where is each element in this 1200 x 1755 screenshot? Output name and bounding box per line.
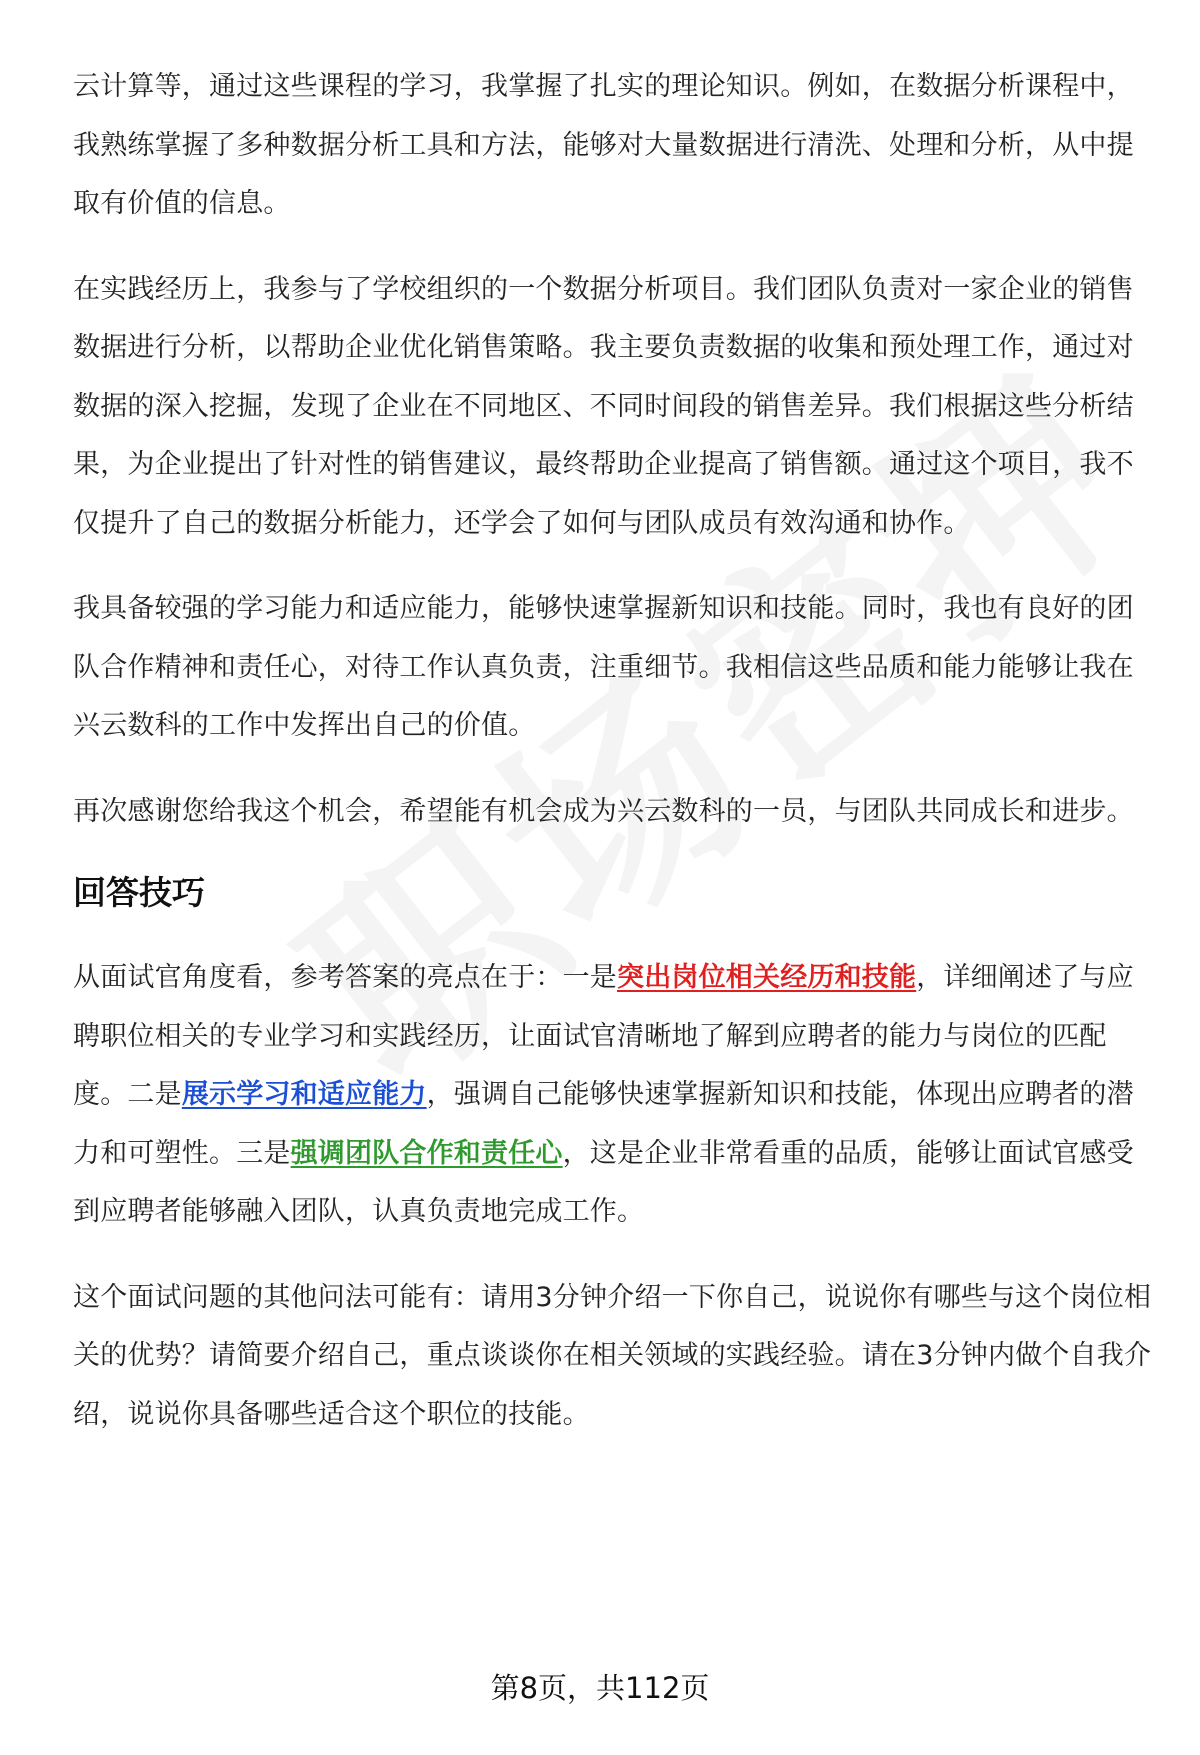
tips-text-4: ，这是企业非常看重的品质，能够让面试官感受到应聘者能够融入团队，认真负责地完成工作。 (73, 1137, 1134, 1227)
tips-text-3: ，强调自己能够快速掌握新知识和技能，体现出应聘者的潜力和可塑性。三是 (73, 1079, 1134, 1169)
paragraph-abilities: 我具备较强的学习能力和适应能力，能够快速掌握新知识和技能。同时，我也有良好的团队合作精神和责任心，对待工作认真负责，注重细节。我相信这些品质和能力能够让我在兴云数科的工作中发挥出自己的价值。 (73, 593, 1134, 741)
paragraph-courses: 云计算等，通过这些课程的学习，我掌握了扎实的理论知识。例如，在数据分析课程中，我熟练掌握了多种数据分析工具和方法，能够对大量数据进行清洗、处理和分析，从中提取有价值的信息。 (73, 71, 1134, 219)
highlight-experience-skills: 突出岗位相关经历和技能 (617, 962, 917, 993)
page-footer: 第8页，共112页 (490, 1671, 710, 1705)
tips-text-2: ，详细阐述了与应聘职位相关的专业学习和实践经历，让面试官清晰地了解到应聘者的能力与岗位的匹配度。二是 (73, 962, 1134, 1110)
paragraph-alternatives: 这个面试问题的其他问法可能有：请用3分钟介绍一下你自己，说说你有哪些与这个岗位相关的优势？请简要介绍自己，重点谈谈你在相关领域的实践经验。请在3分钟内做个自我介绍，说说你具备哪些适合这个职位的技能。 (73, 1281, 1152, 1430)
document-body (73, 58, 1153, 1471)
paragraph-practice: 在实践经历上，我参与了学校组织的一个数据分析项目。我们团队负责对一家企业的销售数据进行分析，以帮助企业优化销售策略。我主要负责数据的收集和预处理工作，通过对数据的深入挖掘，发现了企业在不同地区、不同时间段的销售差异。我们根据这些分析结果，为企业提出了针对性的销售建议，最终帮助企业提高了销售额。通过这个项目，我不仅提升了自己的数据分析能力，还学会了如何与团队成员有效沟通和协作。 (73, 273, 1134, 539)
paragraph-thanks: 再次感谢您给我这个机会，希望能有机会成为兴云数科的一员，与团队共同成长和进步。 (73, 795, 1134, 827)
highlight-teamwork-responsibility: 强调团队合作和责任心 (290, 1137, 563, 1169)
tips-text-1: 从面试官角度看，参考答案的亮点在于：一是 (73, 962, 617, 993)
section-title: 回答技巧 (73, 873, 205, 912)
paragraph-tips (73, 949, 1153, 1242)
highlight-learning-adaptability: 展示学习和适应能力 (181, 1079, 427, 1110)
